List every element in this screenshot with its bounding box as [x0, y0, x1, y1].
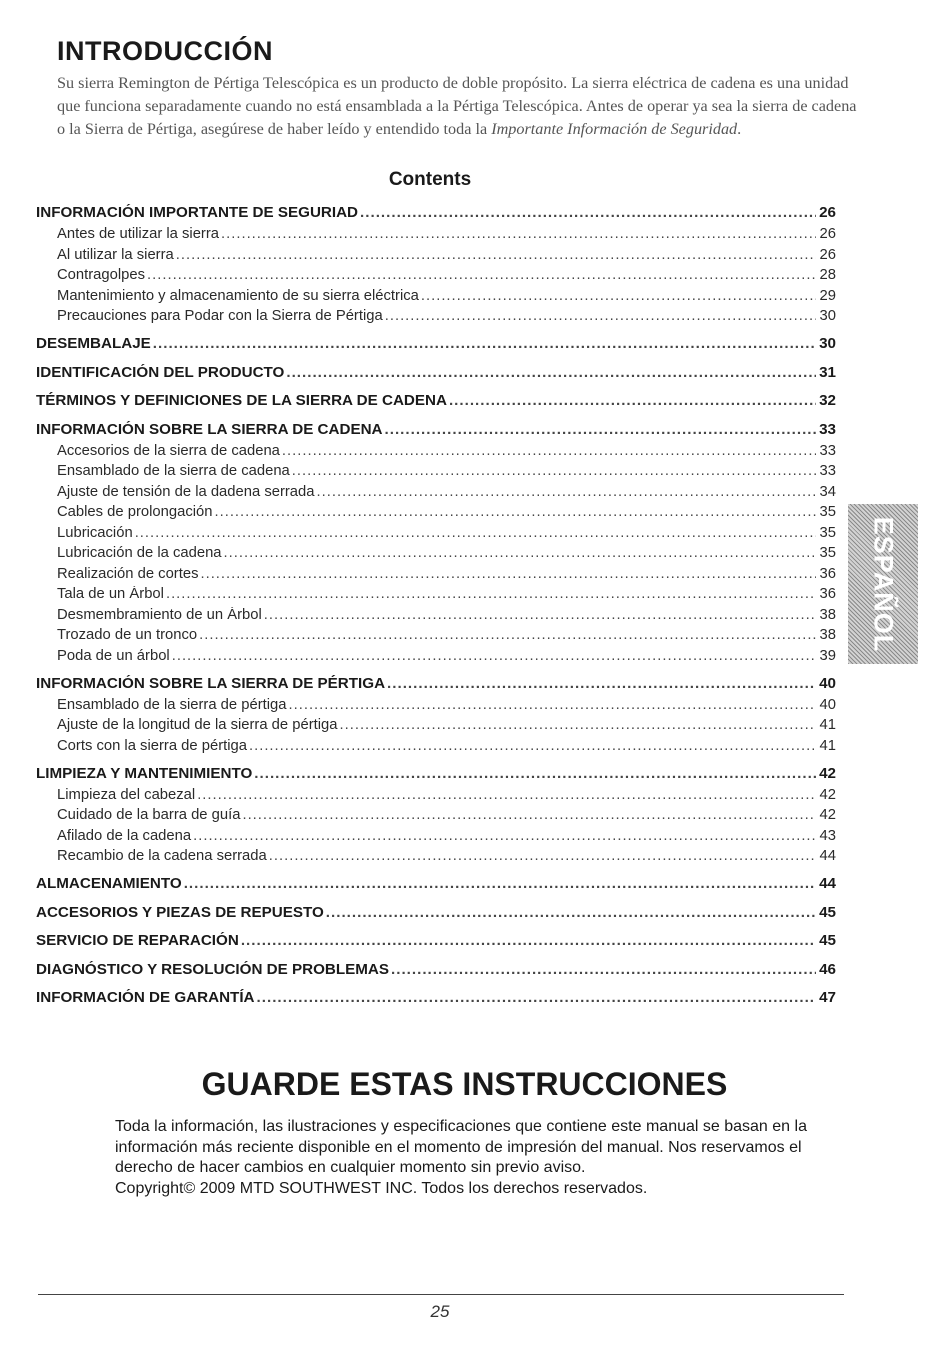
- toc-entry-page: 47: [819, 989, 836, 1006]
- toc-subsection-row: [36, 308, 836, 329]
- toc-section-row: [36, 932, 836, 954]
- toc-dot-leader: [385, 421, 816, 438]
- contents-title: Contents: [388, 169, 472, 190]
- guard-instructions-title: GUARDE ESTAS INSTRUCCIONES: [201, 1066, 728, 1102]
- toc-entry-page: 36: [819, 565, 836, 582]
- toc-entry-page: 43: [819, 827, 836, 844]
- toc-entry-page: 26: [819, 246, 836, 263]
- toc-entry-page: 38: [819, 606, 836, 623]
- toc-dot-leader: [254, 765, 816, 782]
- toc-dot-leader: [269, 848, 816, 864]
- toc-entry-label: INFORMACIÓN SOBRE LA SIERRA DE CADENA: [36, 420, 383, 438]
- toc-entry-label: Precauciones para Podar con la Sierra de Pértiga: [57, 308, 383, 324]
- toc-entry-label: INFORMACIÓN DE GARANTÍA: [36, 989, 255, 1006]
- toc-entry-label: TÉRMINOS Y DEFINICIONES DE LA SIERRA DE CADENA: [36, 392, 447, 409]
- toc-entry-page: 40: [819, 674, 836, 692]
- toc-entry-page: 33: [819, 442, 836, 459]
- toc-subsection-row: [36, 848, 836, 869]
- toc-dot-leader: [391, 961, 816, 978]
- toc-subsection-row: [36, 607, 836, 628]
- toc-entry-label: DIAGNÓSTICO Y RESOLUCIÓN DE PROBLEMAS: [36, 960, 390, 978]
- toc-entry-page: 29: [819, 287, 836, 304]
- toc-section-row: [36, 364, 836, 386]
- toc-dot-leader: [421, 288, 816, 304]
- toc-entry-page: 28: [819, 267, 836, 283]
- toc-entry-label: DESEMBALAJE: [36, 335, 151, 352]
- toc-subsection-row: [36, 525, 836, 546]
- toc-section-row: [36, 765, 836, 787]
- toc-entry-label: Limpieza del cabezal: [57, 786, 196, 803]
- toc-entry-page: 33: [819, 463, 836, 479]
- toc-section-row: [36, 904, 836, 926]
- toc-dot-leader: [199, 627, 816, 643]
- toc-entry-page: 26: [819, 226, 836, 242]
- toc-dot-leader: [200, 566, 816, 582]
- toc-entry-page: 42: [819, 786, 836, 803]
- toc-entry-label: Lubricación: [57, 524, 133, 541]
- toc-entry-page: 30: [819, 308, 836, 324]
- toc-entry-label: Afilado de la cadena: [57, 827, 192, 844]
- intro-title: INTRODUCCIÓN: [57, 36, 273, 66]
- toc-entry-label: INFORMACIÓN IMPORTANTE DE SEGURIAD: [36, 204, 359, 221]
- toc-entry-label: ALMACENAMIENTO: [36, 875, 182, 892]
- toc-entry-page: 34: [819, 483, 836, 500]
- toc-entry-page: 32: [819, 392, 836, 409]
- toc-section-row: [36, 961, 836, 983]
- toc-entry-label: Ajuste de la longitud de la sierra de pértiga: [57, 717, 338, 733]
- toc-dot-leader: [176, 247, 816, 263]
- toc-dot-leader: [317, 484, 817, 500]
- table-of-contents: [36, 204, 836, 1011]
- toc-subsection-row: [36, 787, 836, 808]
- language-tab-label: ESPAÑOL: [868, 516, 899, 652]
- toc-dot-leader: [289, 697, 817, 713]
- toc-entry-page: 38: [819, 627, 836, 643]
- toc-dot-leader: [242, 807, 816, 823]
- toc-entry-label: Trozado de un tronco: [57, 627, 198, 643]
- toc-entry-page: 41: [819, 717, 836, 733]
- intro-text-italic: Importante Información de Seguridad: [491, 120, 738, 138]
- toc-section-row: [36, 989, 836, 1011]
- toc-subsection-row: [36, 484, 836, 505]
- toc-subsection-row: [36, 504, 836, 525]
- toc-subsection-row: [36, 807, 836, 828]
- toc-entry-page: 41: [819, 737, 836, 754]
- toc-dot-leader: [241, 932, 816, 949]
- toc-dot-leader: [224, 545, 816, 561]
- toc-entry-page: 45: [819, 932, 836, 949]
- toc-entry-label: IDENTIFICACIÓN DEL PRODUCTO: [36, 363, 285, 381]
- intro-text-end: .: [737, 120, 742, 138]
- intro-paragraph: [57, 72, 857, 141]
- toc-entry-page: 30: [819, 335, 836, 352]
- toc-dot-leader: [292, 463, 816, 479]
- toc-entry-label: INFORMACIÓN SOBRE LA SIERRA DE PÉRTIGA: [36, 674, 386, 692]
- toc-dot-leader: [340, 717, 817, 733]
- toc-dot-leader: [193, 828, 816, 844]
- toc-entry-label: Ensamblado de la sierra de cadena: [57, 463, 290, 479]
- toc-entry-page: 31: [819, 363, 836, 381]
- toc-section-row: [36, 421, 836, 443]
- toc-dot-leader: [249, 738, 816, 754]
- toc-subsection-row: [36, 738, 836, 759]
- toc-entry-page: 44: [819, 875, 836, 892]
- toc-dot-leader: [166, 586, 816, 602]
- toc-subsection-row: [36, 463, 836, 484]
- toc-entry-label: SERVICIO DE REPARACIÓN: [36, 932, 239, 949]
- toc-entry-page: 46: [819, 960, 836, 978]
- toc-entry-label: Ajuste de tensión de la dadena serrada: [57, 483, 315, 500]
- toc-dot-leader: [147, 267, 816, 283]
- toc-subsection-row: [36, 717, 836, 738]
- toc-subsection-row: [36, 828, 836, 849]
- intro-text-main: Su sierra Remington de Pértiga Telescópica es un producto de doble propósito. La sierra eléctrica de cadena es una unidad que funciona separadamente cuando no está ensamblada a la Pértiga Telescópica. Antes de operar ya sea la sierra de cadena o la Sierra de Pértiga, asegúrese de haber leído y entendido toda la: [57, 74, 857, 138]
- toc-subsection-row: [36, 627, 836, 648]
- guard-instructions-text: Toda la información, las ilustraciones y especificaciones que contiene este manual se basan en la información más reciente disponible en el momento de impresión del manual. Nos reservamos el derecho de hacer cambios en cualquier momento sin previo aviso.: [115, 1118, 807, 1176]
- toc-entry-label: Lubricación de la cadena: [57, 545, 222, 561]
- toc-dot-leader: [326, 904, 816, 921]
- toc-dot-leader: [153, 335, 816, 352]
- toc-section-row: [36, 335, 836, 357]
- toc-subsection-row: [36, 545, 836, 566]
- toc-entry-label: Tala de un Árbol: [57, 586, 164, 602]
- toc-section-row: [36, 392, 836, 414]
- copyright-notice: Copyright© 2009 MTD SOUTHWEST INC. Todos los derechos reservados.: [115, 1180, 648, 1197]
- toc-dot-leader: [257, 989, 816, 1006]
- footer-divider: [38, 1294, 844, 1295]
- toc-entry-label: Recambio de la cadena serrada: [57, 848, 267, 864]
- toc-entry-page: 39: [819, 647, 836, 664]
- toc-entry-label: Cuidado de la barra de guía: [57, 807, 241, 823]
- toc-entry-page: 45: [819, 903, 836, 921]
- toc-section-row: [36, 204, 836, 226]
- language-side-tab: [848, 504, 918, 664]
- toc-entry-page: 35: [819, 504, 836, 520]
- toc-subsection-row: [36, 226, 836, 247]
- toc-entry-page: 35: [819, 524, 836, 541]
- toc-entry-label: Al utilizar la sierra: [57, 246, 174, 263]
- toc-subsection-row: [36, 566, 836, 587]
- toc-dot-leader: [286, 364, 816, 381]
- toc-entry-page: 35: [819, 545, 836, 561]
- toc-entry-page: 40: [819, 696, 836, 713]
- toc-dot-leader: [387, 675, 816, 692]
- toc-entry-page: 42: [819, 807, 836, 823]
- toc-dot-leader: [197, 787, 816, 803]
- toc-entry-label: Desmembramiento de un Árbol: [57, 606, 262, 623]
- toc-dot-leader: [449, 392, 816, 409]
- toc-entry-page: 36: [819, 586, 836, 602]
- toc-subsection-row: [36, 648, 836, 669]
- toc-dot-leader: [385, 308, 816, 324]
- toc-entry-label: Poda de un árbol: [57, 647, 170, 664]
- toc-dot-leader: [135, 525, 816, 541]
- toc-dot-leader: [172, 648, 816, 664]
- toc-entry-label: Cables de prolongación: [57, 504, 213, 520]
- toc-subsection-row: [36, 247, 836, 268]
- toc-entry-label: LIMPIEZA Y MANTENIMIENTO: [36, 764, 253, 782]
- toc-subsection-row: [36, 443, 836, 464]
- toc-entry-label: ACCESORIOS Y PIEZAS DE REPUESTO: [36, 903, 324, 921]
- toc-dot-leader: [264, 607, 816, 623]
- toc-entry-label: Mantenimiento y almacenamiento de su sierra eléctrica: [57, 287, 419, 304]
- toc-entry-label: Accesorios de la sierra de cadena: [57, 442, 280, 459]
- toc-dot-leader: [282, 443, 816, 459]
- toc-dot-leader: [184, 875, 816, 892]
- toc-entry-label: Realización de cortes: [57, 565, 199, 582]
- toc-entry-label: Ensamblado de la sierra de pértiga: [57, 696, 287, 713]
- toc-subsection-row: [36, 288, 836, 309]
- toc-dot-leader: [221, 226, 816, 242]
- toc-subsection-row: [36, 586, 836, 607]
- toc-entry-label: Corts con la sierra de pértiga: [57, 737, 247, 754]
- toc-entry-label: Antes de utilizar la sierra: [57, 226, 220, 242]
- toc-dot-leader: [360, 204, 816, 221]
- page-number: 25: [430, 1302, 450, 1321]
- toc-dot-leader: [214, 504, 816, 520]
- toc-entry-label: Contragolpes: [57, 267, 146, 283]
- toc-entry-page: 42: [819, 764, 836, 782]
- toc-entry-page: 33: [819, 420, 836, 438]
- toc-entry-page: 44: [819, 848, 836, 864]
- toc-subsection-row: [36, 267, 836, 288]
- toc-entry-page: 26: [819, 204, 836, 221]
- toc-section-row: [36, 875, 836, 897]
- toc-subsection-row: [36, 697, 836, 718]
- toc-section-row: [36, 675, 836, 697]
